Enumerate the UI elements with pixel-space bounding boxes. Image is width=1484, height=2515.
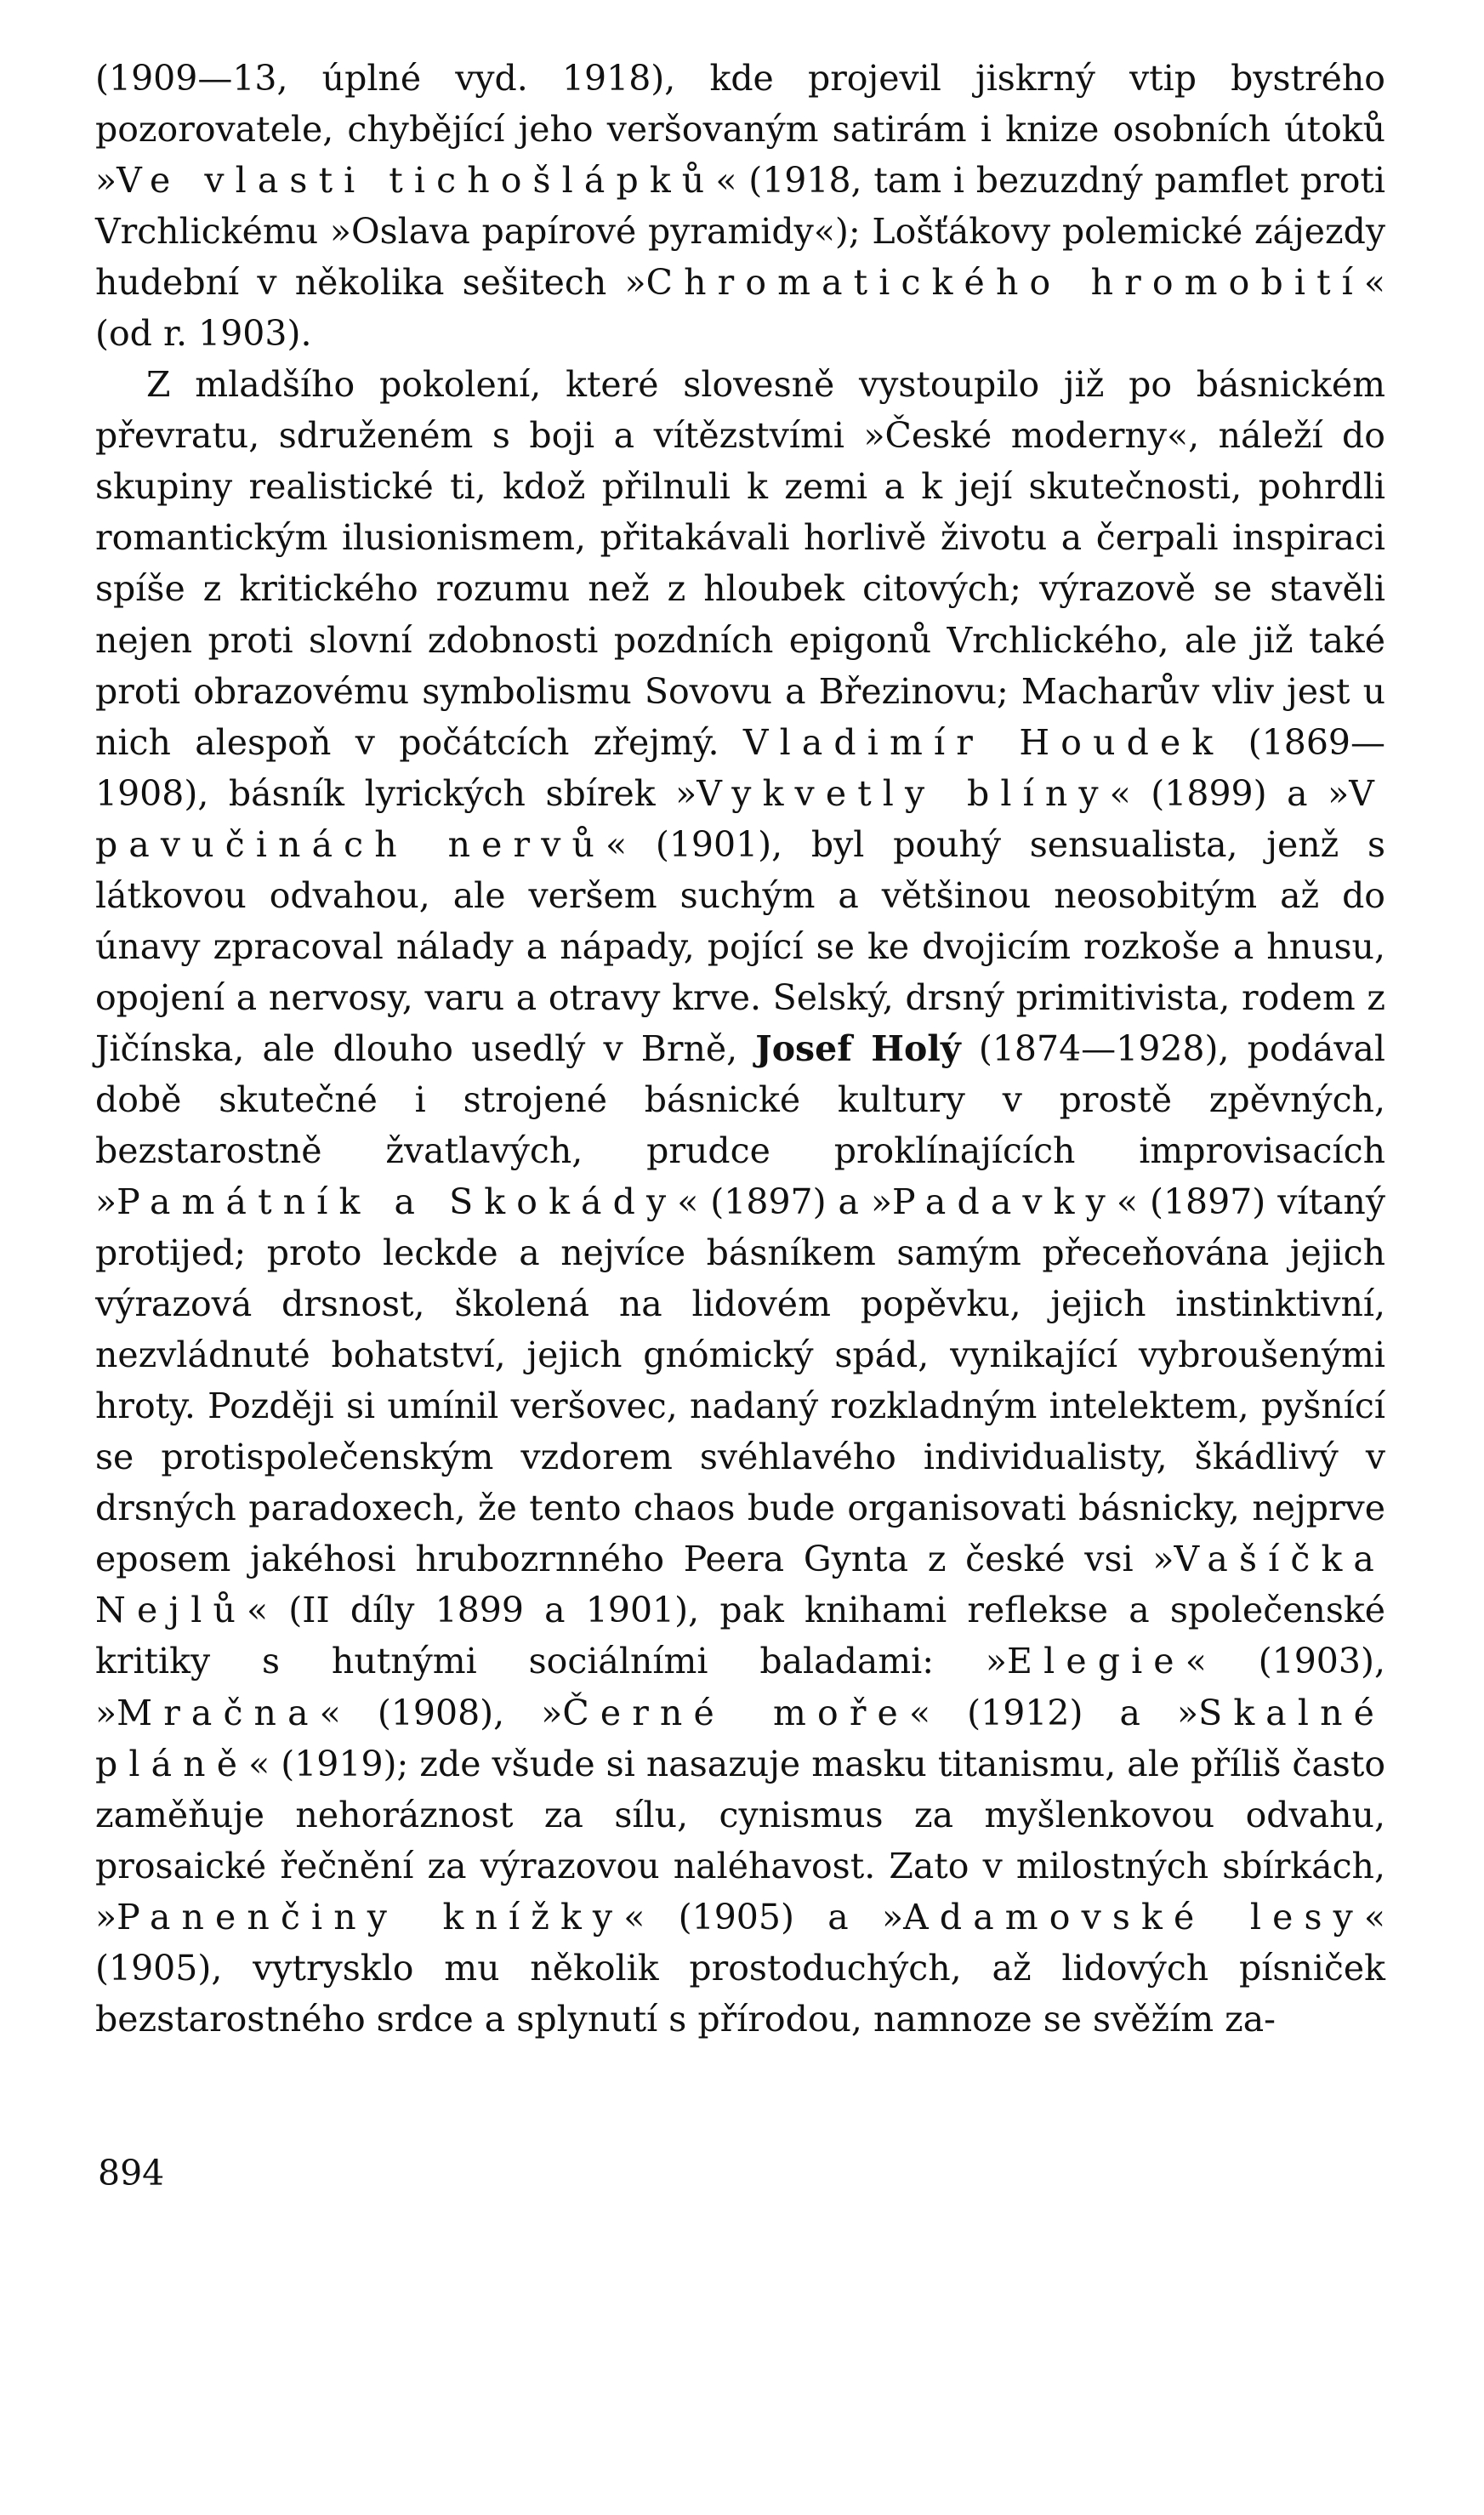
- text-run: « (1908), »: [319, 1692, 563, 1733]
- page-body: [95, 53, 1385, 2045]
- text-run: « (1901), byl pouhý sensualista, jenž s látkovou odvahou, ale veršem suchým a většinou neosobitým až do únavy zpracoval nálady a nápady, pojící se ke dvojicím rozkoše a hnusu, opojení a nervosy, varu a otravy krve. Selský, drsný primitivista, rodem z Jičínska, ale dlouho usedlý v Brně,: [95, 823, 1386, 1069]
- spaced-name: Vladimír Houdek: [742, 721, 1225, 763]
- text-run: « (1903), »: [95, 1641, 1385, 1733]
- spaced-title: Chromatického hromobití: [645, 262, 1364, 304]
- paragraph-1: [95, 53, 1385, 359]
- paragraph-2: [95, 359, 1385, 2045]
- text-run: « (1897) a »: [677, 1181, 893, 1223]
- spaced-title: Elegie: [1007, 1641, 1185, 1682]
- spaced-title: Padavky: [892, 1181, 1117, 1223]
- text-run: « (1905), vytrysklo mu několik prostoduchých, až lidových písniček bezstarostného srdce a splynutí s přírodou, namnoze se svěžím za-: [95, 1896, 1385, 2040]
- page-number: 894: [98, 2153, 165, 2194]
- spaced-title: Vykvetly blíny: [697, 772, 1110, 814]
- spaced-title: Památník a Skokády: [117, 1181, 678, 1223]
- text-run: « (1897) vítaný protijed; proto leckde a nejvíce básníkem samým přeceňována jejich výrazová drsnost, školená na lidovém popěvku, jejich instinktivní, nezvládnuté bohatství, jejich gnómický spád, vynikající vybroušenými hroty. Později si umínil veršovec, nadaný rozkladným intelektem, pyšnící se protispolečenským vzdorem svéhlavého individualisty, škádlivý v drsných paradoxech, že tento chaos bude organisovati básnicky, nejprve eposem jakéhosi hrubozrnného Peera Gynta z české vsi »: [95, 1181, 1385, 1580]
- text-run: « (1899) a »: [1109, 772, 1350, 814]
- spaced-title: Skalné pláně: [95, 1692, 1386, 1784]
- spaced-title: Mračna: [117, 1692, 320, 1733]
- text-run: « (II díly 1899 a 1901), pak knihami reflekse a společenské kritiky s hutnými sociálními baladami: »: [95, 1590, 1385, 1682]
- spaced-title: Černé moře: [562, 1692, 909, 1733]
- text-run: Z mladšího pokolení, které slovesně vystoupilo již po básnickém převratu, sdruženém s boji a vítězstvími »České moderny«, náleží do skupiny realistické ti, kdož přilnuli k zemi a k její skutečnosti, pohrdli romantickým ilusionismem, přitakávali horlivě životu a čerpali inspiraci spíše z kritického rozumu než z hloubek citových; výrazově se stavěli nejen proti slovní zdobnosti pozdních epigonů Vrchlického, ale již také proti obrazovému symbolismu Sovovu a Březinovu; Macharův vliv jest u nich alespoň v počátcích zřejmý.: [95, 364, 1385, 763]
- text-run: (1909—13, úplné vyd. 1918), kde projevil jiskrný vtip bystrého pozorovatele, chybějící jeho veršovaným satirám i knize osobních útoků »: [95, 58, 1385, 202]
- spaced-title: Vašíčka Nejlů: [95, 1539, 1385, 1631]
- bold-name: Josef Holý: [755, 1027, 961, 1069]
- spaced-title: Ve vlasti tichošlápků: [117, 160, 716, 202]
- text-run: « (od r. 1903).: [95, 262, 1385, 355]
- text-run: « (1905) a »: [623, 1896, 904, 1937]
- text-run: (1874—1928), podával době skutečné i strojené básnické kultury v prostě zpěvných, bezstarostně žvatlavých, prudce proklínajících improvisacích »: [95, 1027, 1385, 1223]
- spaced-title: Panenčiny knížky: [117, 1896, 624, 1937]
- text-run: « (1919); zde všude si nasazuje masku titanismu, ale příliš často zaměňuje nehoráznost za sílu, cynismus za myšlenkovou odvahu, prosaické řečnění za výrazovou naléhavost. Zato v milostných sbírkách, »: [95, 1743, 1385, 1937]
- spaced-title: Adamovské lesy: [903, 1896, 1364, 1937]
- text-run: (1869—1908), básník lyrických sbírek »: [95, 721, 1385, 814]
- text-run: « (1918, tam i bezuzdný pamflet proti Vrchlickému »Oslava papírové pyramidy«); Lošťákovy polemické zájezdy hudební v několika sešitech »: [95, 160, 1386, 304]
- text-run: « (1912) a »: [908, 1692, 1199, 1733]
- spaced-title: V pavučinách nervů: [95, 772, 1386, 865]
